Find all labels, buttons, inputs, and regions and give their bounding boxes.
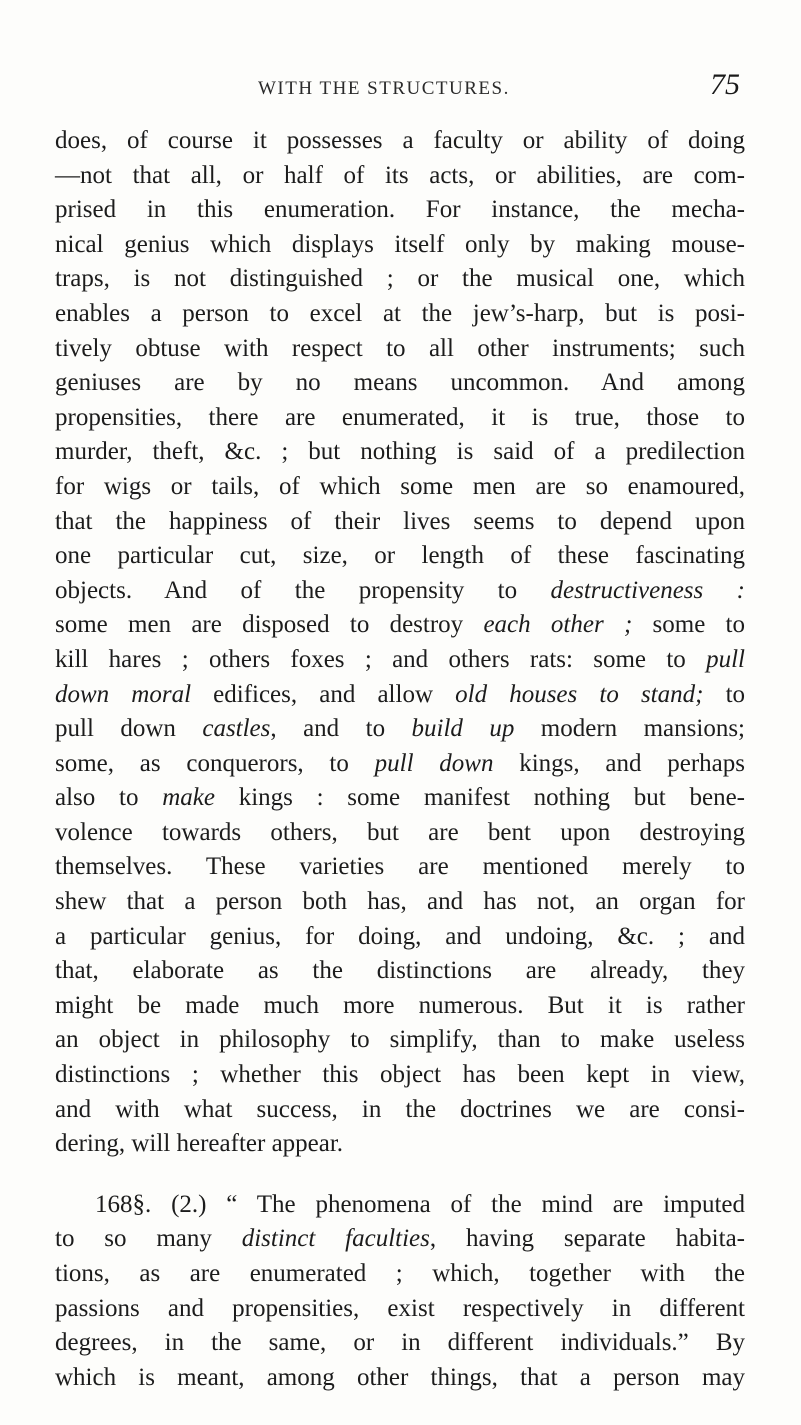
italic-run: old houses to stand; bbox=[455, 680, 704, 708]
text-line: distinctions ; whether this object has been kept in view, bbox=[55, 1061, 745, 1089]
italic-run: castles bbox=[202, 715, 271, 743]
text-line: a particular genius, for doing, and undoing, &c. ; and bbox=[55, 922, 745, 950]
italic-run: destructiveness : bbox=[550, 576, 745, 604]
text-line bbox=[55, 643, 745, 678]
text-line: and with what success, in the doctrines we are consi- bbox=[55, 1095, 745, 1123]
text-run: some to bbox=[632, 611, 746, 639]
text-run: to bbox=[703, 680, 746, 708]
text-line: nical genius which displays itself only by making mouse- bbox=[55, 230, 745, 258]
text-run: some, as conquerors, to bbox=[55, 749, 375, 777]
text-line: an object in philosophy to simplify, than to make useless bbox=[55, 1026, 745, 1054]
paragraph-gap bbox=[55, 1162, 745, 1188]
text-run: modern mansions; bbox=[514, 715, 746, 743]
text-line: that, elaborate as the distinctions are already, they bbox=[55, 957, 745, 985]
text-line: does, of course it possesses a faculty or ability of doing bbox=[55, 127, 745, 154]
text-line: propensities, there are enumerated, it is true, those to bbox=[55, 403, 745, 431]
body-text bbox=[55, 124, 745, 1395]
text-line bbox=[55, 1222, 745, 1257]
text-line: might be made much more numerous. But it is rather bbox=[55, 991, 745, 1019]
text-line: for wigs or tails, of which some men are so enamoured, bbox=[55, 472, 745, 500]
text-run: kill hares ; others foxes ; and others rats: some to bbox=[55, 645, 707, 673]
italic-run: down moral bbox=[55, 680, 192, 708]
page-number: 75 bbox=[710, 68, 740, 101]
text-line: 168§. (2.) “ The phenomena of the mind are imputed bbox=[95, 1190, 745, 1218]
text-line bbox=[55, 574, 745, 609]
text-line: tively obtuse with respect to all other instruments; such bbox=[55, 334, 745, 362]
text-line: that the happiness of their lives seems to depend upon bbox=[55, 507, 745, 535]
text-line: dering, will hereafter appear. bbox=[55, 1130, 344, 1158]
paragraph-2 bbox=[55, 1188, 745, 1396]
text-run: also to bbox=[55, 784, 163, 812]
text-line bbox=[55, 781, 745, 816]
text-line: enables a person to excel at the jew’s-harp, but is posi- bbox=[55, 299, 745, 327]
text-line bbox=[55, 712, 745, 747]
text-line bbox=[55, 608, 745, 643]
text-run: edifices, and allow bbox=[191, 680, 456, 708]
text-line: shew that a person both has, and has not, an organ for bbox=[55, 888, 745, 916]
running-title: WITH THE STRUCTURES. bbox=[258, 78, 510, 99]
italic-run: pull down bbox=[374, 749, 494, 777]
text-run: some men are disposed to destroy bbox=[55, 611, 484, 639]
italic-run: make bbox=[162, 784, 215, 812]
text-run: kings, and perhaps bbox=[493, 749, 745, 777]
text-run: , having separate habita- bbox=[429, 1225, 745, 1253]
text-line: prised in this enumeration. For instance, the mecha- bbox=[55, 196, 745, 224]
text-line: murder, theft, &c. ; but nothing is said of a predilection bbox=[55, 438, 745, 466]
text-run: pull down bbox=[55, 715, 203, 743]
text-line bbox=[55, 747, 745, 782]
italic-run: distinct faculties bbox=[241, 1225, 430, 1253]
text-line: —not that all, or half of its acts, or abilities, are com- bbox=[55, 161, 745, 189]
text-line: tions, as are enumerated ; which, together with the bbox=[55, 1260, 745, 1287]
italic-run: each other ; bbox=[483, 611, 633, 639]
italic-run: pull bbox=[706, 645, 745, 673]
text-run: , and to bbox=[270, 715, 412, 743]
paragraph-1 bbox=[55, 124, 745, 1162]
text-line: themselves. These varieties are mentioned merely to bbox=[55, 853, 745, 881]
text-line: which is meant, among other things, that a person may bbox=[55, 1363, 745, 1391]
text-line bbox=[55, 678, 745, 713]
text-line: traps, is not distinguished ; or the musical one, which bbox=[55, 265, 745, 293]
text-run: objects. And of the propensity to bbox=[55, 576, 551, 604]
text-line: one particular cut, size, or length of these fascinating bbox=[55, 542, 745, 570]
running-head bbox=[0, 68, 801, 114]
text-line: degrees, in the same, or in different individuals.” By bbox=[55, 1329, 745, 1357]
text-run: kings : some manifest nothing but bene- bbox=[214, 784, 745, 812]
text-line: volence towards others, but are bent upon destroying bbox=[55, 818, 745, 846]
italic-run: build up bbox=[411, 715, 515, 743]
text-run: to so many bbox=[55, 1225, 242, 1253]
text-line: passions and propensities, exist respectively in different bbox=[55, 1294, 745, 1322]
text-line: geniuses are by no means uncommon. And among bbox=[55, 369, 745, 397]
